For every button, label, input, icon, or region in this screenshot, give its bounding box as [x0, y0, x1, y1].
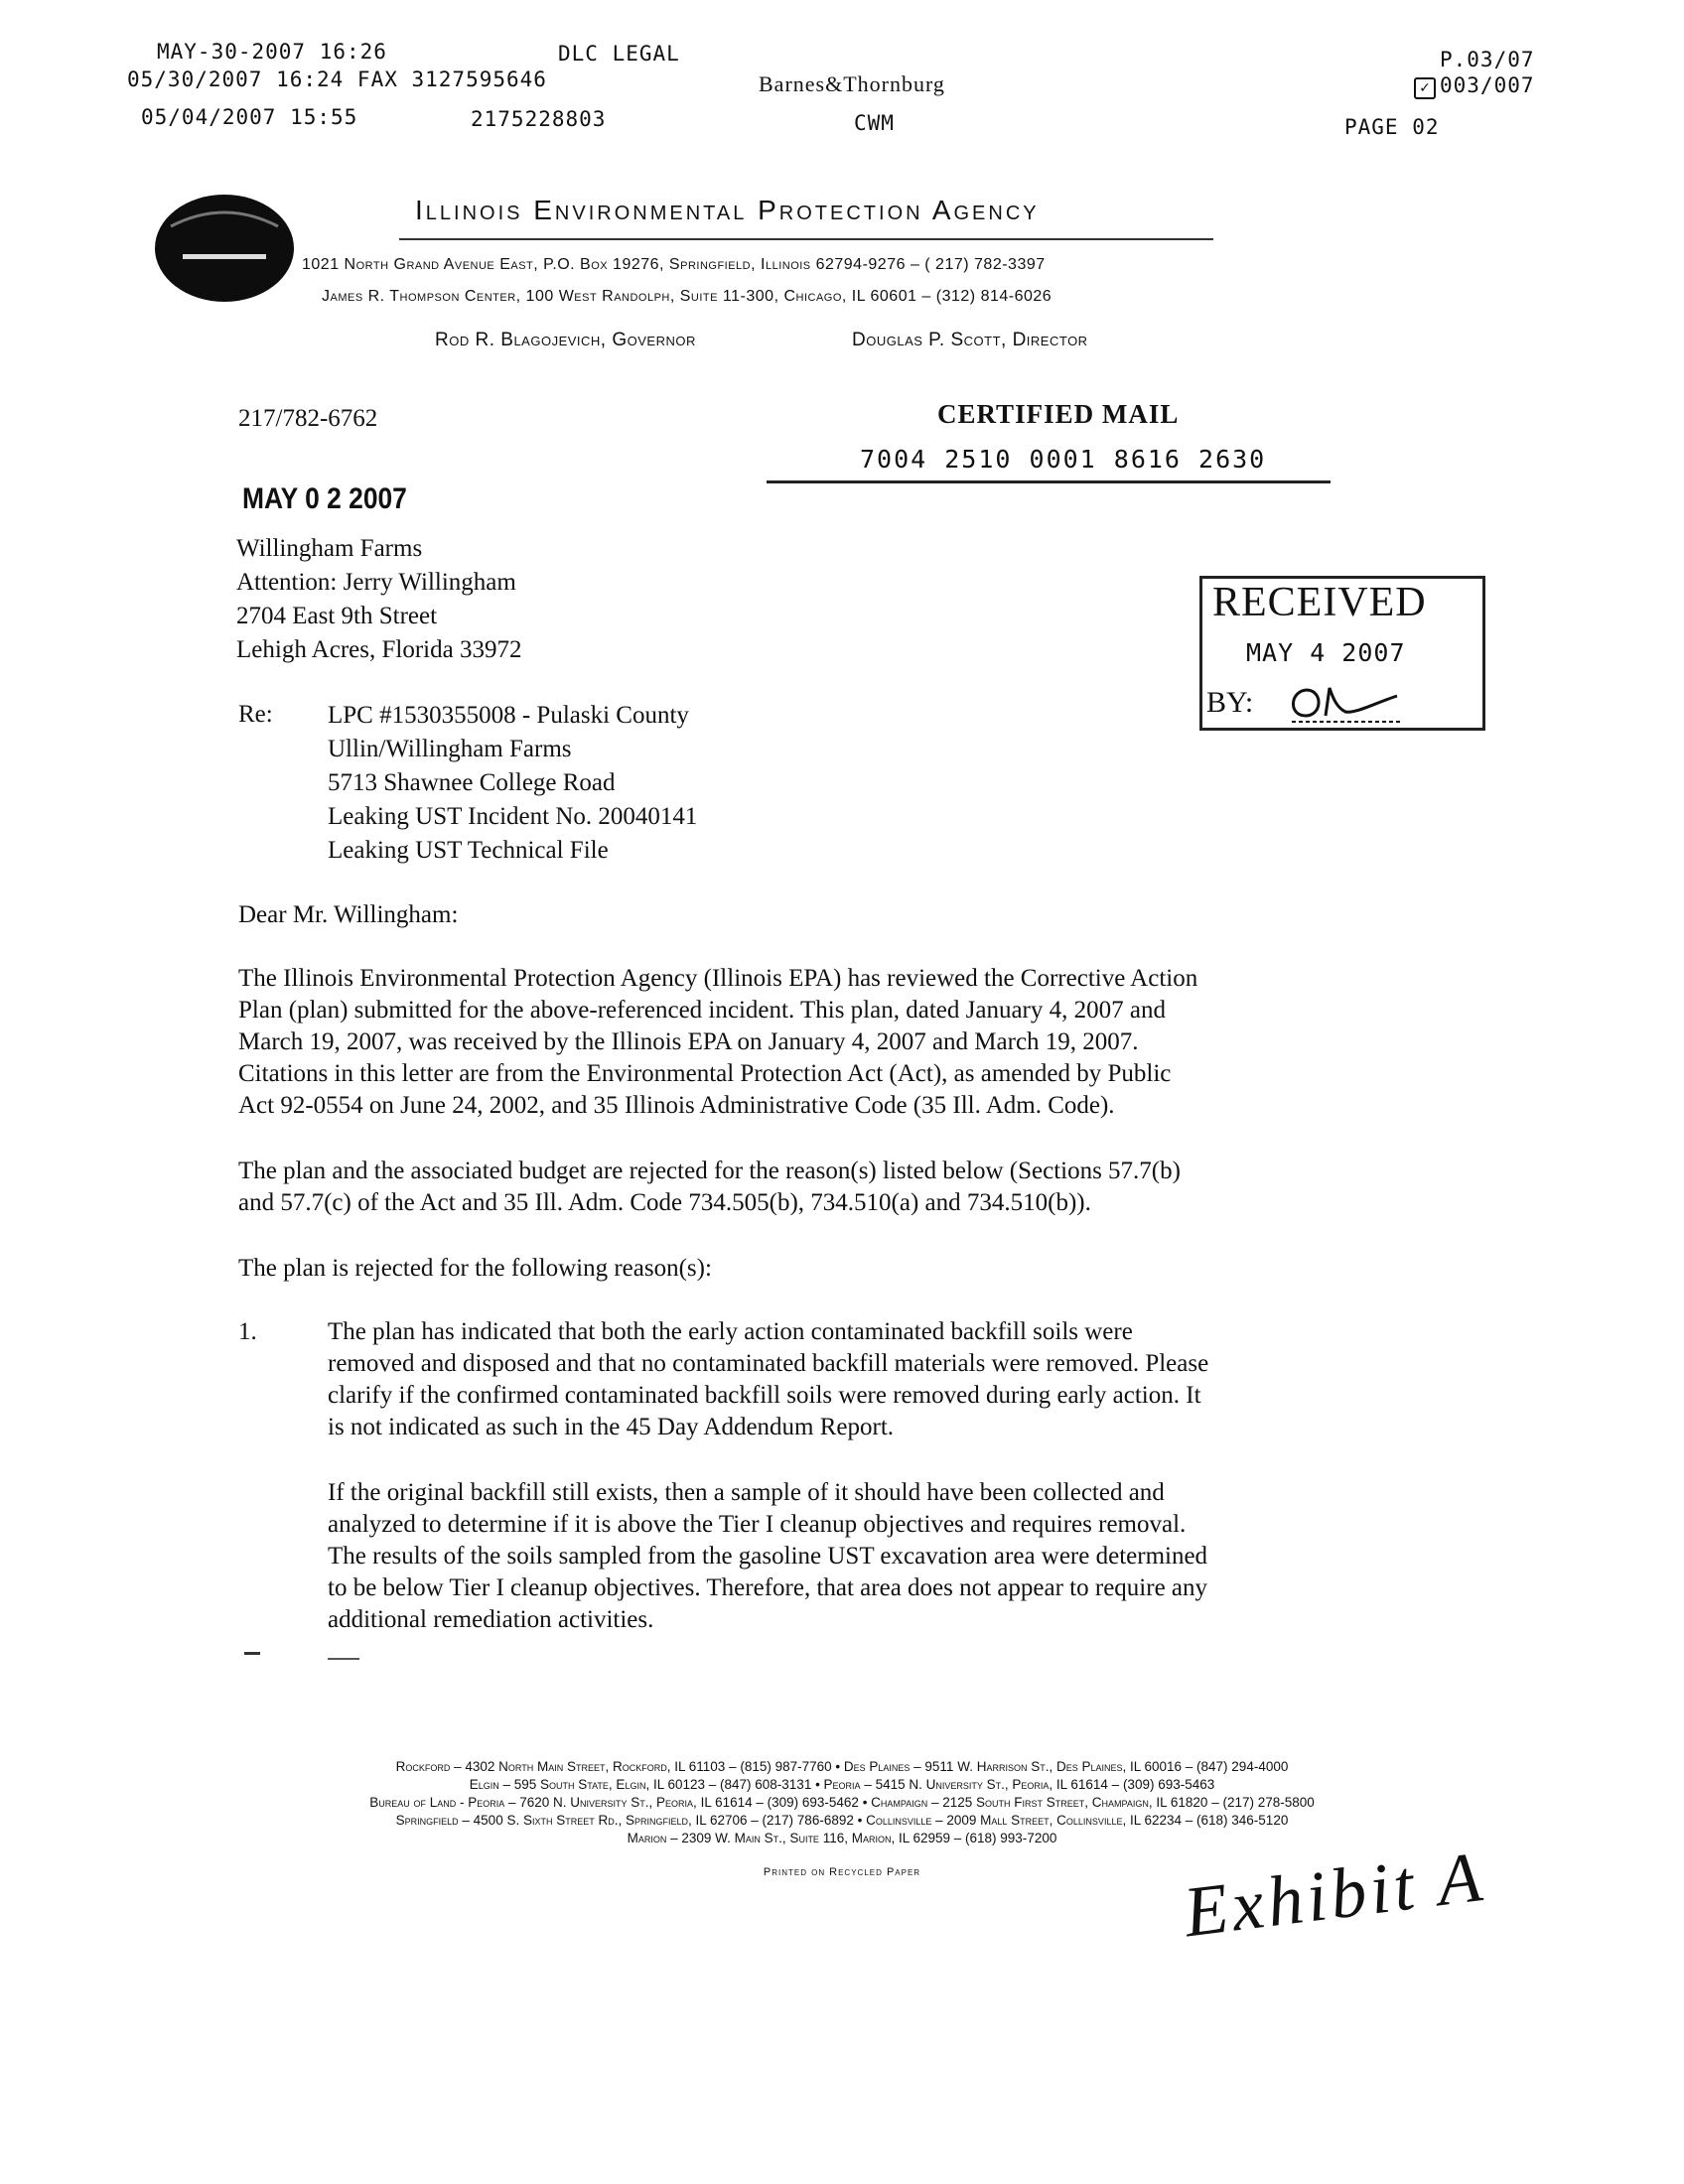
fax-header-line1-center: DLC LEGAL	[558, 42, 680, 66]
received-stamp	[1199, 576, 1485, 731]
reason-line: to be below Tier I cleanup objectives. Therefore, that area does not appear to require any	[328, 1574, 1208, 1601]
fax-header-line1-right: P.03/07	[1440, 48, 1535, 71]
letterhead-rule	[399, 238, 1213, 240]
re-label: Re:	[238, 701, 273, 728]
reason-1-paragraph-1	[328, 1316, 1208, 1443]
footer-offices-line2: Elgin – 595 South State, Elgin, IL 60123 – (847) 608-3131 • Peoria – 5415 N. University St., Peoria, IL 61614 – (309) 693-5463	[469, 1777, 1215, 1792]
letter-date: MAY 0 2 2007	[242, 482, 407, 515]
exhibit-label: Exhibit A	[1180, 1836, 1490, 1953]
footer-offices-line5: Marion – 2309 W. Main St., Suite 116, Marion, IL 62959 – (618) 993-7200	[627, 1831, 1057, 1845]
re-line-address: 5713 Shawnee College Road	[328, 769, 616, 796]
fax-header-line2-right	[1414, 73, 1535, 99]
fax-check-icon: ✓	[1414, 77, 1436, 99]
paragraph-line: and 57.7(c) of the Act and 35 Ill. Adm. Code 734.505(b), 734.510(a) and 734.510(b)).	[238, 1189, 1091, 1216]
certified-rule	[767, 480, 1331, 483]
re-block	[328, 699, 697, 868]
director-name: Douglas P. Scott, Director	[852, 330, 1088, 350]
recipient-address	[236, 532, 521, 667]
re-line-lpc: LPC #1530355008 - Pulaski County	[328, 702, 689, 729]
fax-header-line2-center: Barnes&Thornburg	[759, 71, 945, 96]
paragraph-line: The Illinois Environmental Protection Agency (Illinois EPA) has reviewed the Corrective Action	[238, 965, 1198, 992]
footer-offices-line1: Rockford – 4302 North Main Street, Rockford, IL 61103 – (815) 987-7760 • Des Plaines – 9511 W. Harrison St., Des Plaines, IL 60016 – (847) 294-4000	[395, 1759, 1289, 1774]
paragraph-line: Citations in this letter are from the Environmental Protection Act (Act), as amended by Public	[238, 1060, 1172, 1087]
reason-line: The results of the soils sampled from the gasoline UST excavation area were determined	[328, 1543, 1208, 1570]
recipient-city: Lehigh Acres, Florida 33972	[236, 636, 522, 663]
agency-name: Illinois Environmental Protection Agency	[415, 195, 1040, 225]
letterhead-address-chicago: James R. Thompson Center, 100 West Randolph, Suite 11-300, Chicago, IL 60601 – (312) 814-6026	[322, 288, 1052, 305]
letterhead-address-springfield: 1021 North Grand Avenue East, P.O. Box 19276, Springfield, Illinois 62794-9276 – ( 217) 782-3397	[302, 256, 1046, 273]
received-stamp-label: RECEIVED	[1212, 580, 1427, 625]
reason-line: The plan has indicated that both the early action contaminated backfill soils were	[328, 1318, 1133, 1345]
paragraph-line: The plan is rejected for the following reason(s):	[238, 1255, 712, 1282]
recipient-name: Willingham Farms	[236, 535, 423, 562]
sender-phone: 217/782-6762	[238, 405, 378, 432]
fax-header-line1-left: MAY-30-2007 16:26	[157, 40, 387, 64]
paragraph-line: Act 92-0554 on June 24, 2002, and 35 Illinois Administrative Code (35 Ill. Adm. Code).	[238, 1092, 1115, 1119]
agency-seal-icon	[153, 193, 296, 304]
recipient-street: 2704 East 9th Street	[236, 603, 438, 629]
paragraph-reasons-intro	[238, 1253, 712, 1285]
footer-recycled-note: Printed on Recycled Paper	[763, 1866, 921, 1878]
reason-1-paragraph-2	[328, 1477, 1207, 1636]
fax-header-line3-right: PAGE 02	[1344, 115, 1440, 139]
received-stamp-initials-icon	[1282, 668, 1421, 729]
reason-line: additional remediation activities.	[328, 1606, 654, 1633]
salutation: Dear Mr. Willingham:	[238, 901, 459, 928]
reason-line: analyzed to determine if it is above the Tier I cleanup objectives and requires removal.	[328, 1511, 1187, 1538]
reason-line: is not indicated as such in the 45 Day Addendum Report.	[328, 1414, 895, 1440]
fax-header-line2-left: 05/30/2007 16:24 FAX 3127595646	[127, 68, 547, 91]
fax-noise-mark	[328, 1658, 359, 1660]
received-stamp-date: MAY 4 2007	[1246, 638, 1406, 667]
certified-mail-label: CERTIFIED MAIL	[937, 399, 1180, 429]
fax-page-count: 003/007	[1440, 73, 1535, 97]
received-stamp-by: BY:	[1206, 686, 1254, 719]
reason-line: clarify if the confirmed contaminated backfill soils were removed during early action. It	[328, 1382, 1201, 1409]
footer-offices-line3: Bureau of Land - Peoria – 7620 N. University St., Peoria, IL 61614 – (309) 693-5462 • Champaign – 2125 South First Street, Champaign, IL 61820 – (217) 278-5800	[369, 1795, 1315, 1810]
re-line-incident: Leaking UST Incident No. 20040141	[328, 803, 698, 830]
paragraph-line: March 19, 2007, was received by the Illinois EPA on January 4, 2007 and March 19, 2007.	[238, 1028, 1139, 1055]
paragraph-line: The plan and the associated budget are rejected for the reason(s) listed below (Sections 57.7(b)	[238, 1158, 1181, 1184]
fax-header-line3-left: 05/04/2007 15:55	[141, 105, 358, 129]
reason-line: If the original backfill still exists, then a sample of it should have been collected and	[328, 1479, 1165, 1506]
recipient-attention: Attention: Jerry Willingham	[236, 569, 516, 596]
certified-mail-number: 7004 2510 0001 8616 2630	[860, 445, 1267, 474]
re-line-file: Leaking UST Technical File	[328, 837, 609, 864]
fax-header-line3-center: CWM	[854, 111, 895, 135]
fax-noise-mark	[244, 1652, 260, 1655]
paragraph-rejection	[238, 1156, 1181, 1219]
reason-number: 1.	[238, 1318, 257, 1345]
paragraph-line: Plan (plan) submitted for the above-referenced incident. This plan, dated January 4, 2007 and	[238, 997, 1166, 1024]
governor-name: Rod R. Blagojevich, Governor	[435, 330, 696, 350]
footer-offices-line4: Springfield – 4500 S. Sixth Street Rd., Springfield, IL 62706 – (217) 786-6892 • Collinsville – 2009 Mall Street, Collinsville, IL 62234 – (618) 346-5120	[395, 1813, 1289, 1828]
re-line-site: Ullin/Willingham Farms	[328, 736, 572, 762]
paragraph-review	[238, 963, 1197, 1122]
fax-header-line3-number: 2175228803	[471, 107, 607, 131]
reason-line: removed and disposed and that no contaminated backfill materials were removed. Please	[328, 1350, 1209, 1377]
